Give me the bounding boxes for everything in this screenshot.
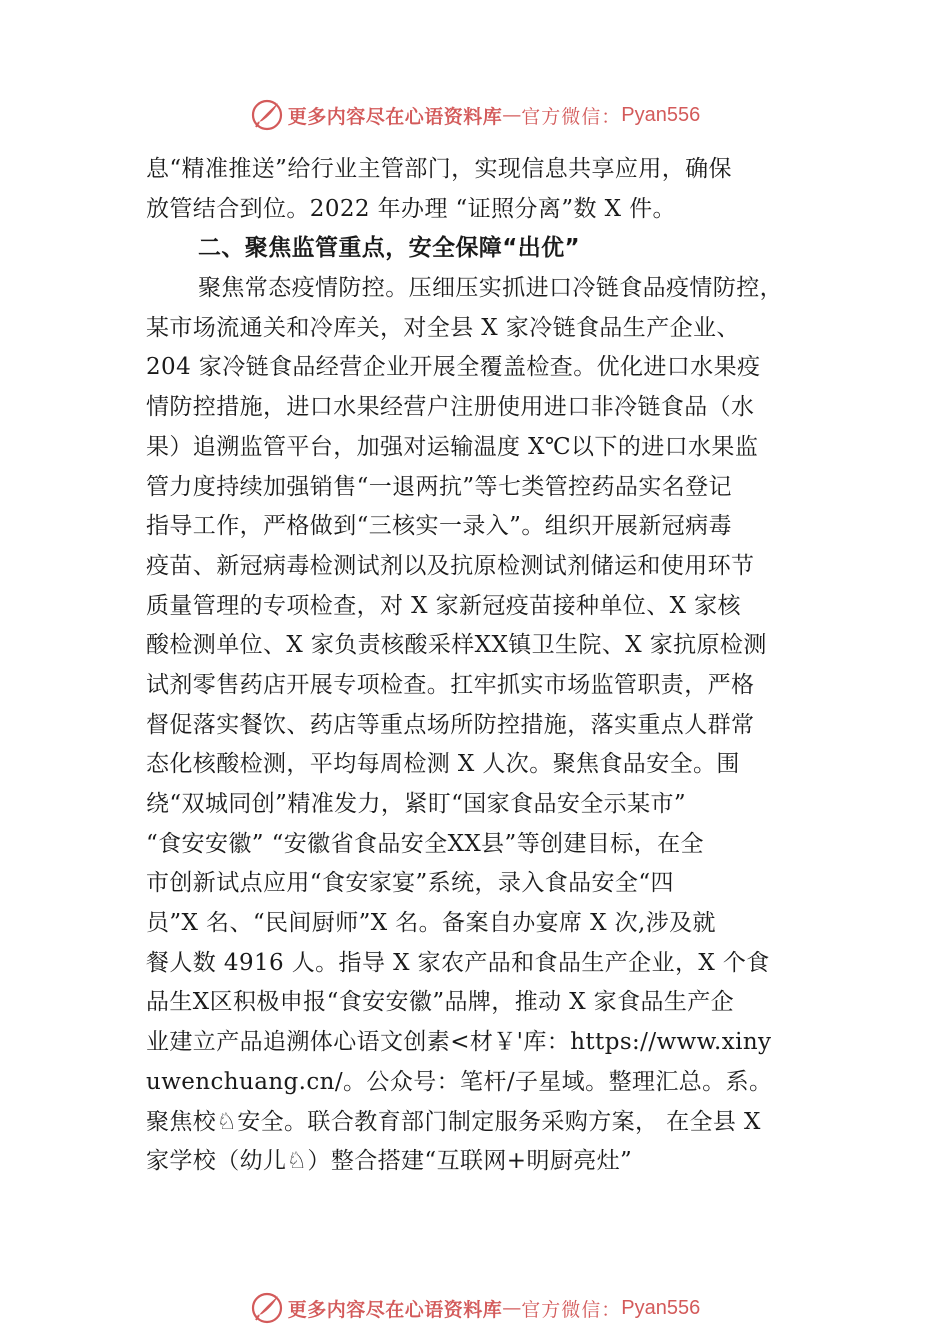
body-text-line: 放管结合到位。2022 年办理 “证照分离”数 X 件。 — [146, 195, 676, 222]
body-text-line: “食安安徽” “安徽省食品安全XX县”等创建目标，在全 — [146, 830, 704, 857]
body-text-line: 204 家冷链食品经营企业开展全覆盖检查。优化进口水果疫 — [146, 354, 761, 381]
banner-brand-text: 更多内容尽在心语资料库 — [287, 1298, 503, 1321]
banner-wechat-id: Pyan556 — [621, 1296, 701, 1319]
body-text-line: 质量管理的专项检查，对 X 家新冠疫苗接种单位、X 家核 — [146, 592, 741, 619]
body-text-line: 绕“双城同创”精准发力，紧盯“国家食品安全示某市” — [146, 791, 687, 817]
body-text-line: 疫苗、新冠病毒检测试剂以及抗原检测试剂储运和使用环节 — [146, 552, 755, 579]
body-text-line: 某市场流通关和冷库关，对全县 X 家冷链食品生产企业、 — [146, 314, 740, 341]
document-body — [146, 150, 818, 1182]
banner-wechat-id: Pyan556 — [621, 103, 701, 126]
body-text-line: 情防控措施，进口水果经营户注册使用进口非冷链食品（水 — [146, 394, 755, 421]
body-text-line: 督促落实餐饮、药店等重点场所防控措施，落实重点人群常 — [146, 711, 755, 738]
body-text-line: 员”X 名、“民间厨师”X 名。备案自办宴席 X 次,涉及就 — [146, 910, 716, 937]
body-text-line: 指导工作，严格做到“三核实一录入”。组织开展新冠病毒 — [146, 513, 732, 540]
body-text-line: 试剂零售药店开展专项检查。扛牢抓实市场监管职责，严格 — [146, 671, 755, 698]
banner-official-label: 官方微信： — [521, 1298, 622, 1321]
body-text-line: 品生X区积极申报“食安安徽”品牌，推动 X 家食品生产企 — [146, 989, 735, 1016]
body-text-line: 态化核酸检测，平均每周检测 X 人次。聚焦食品安全。围 — [146, 751, 740, 778]
banner-dash: — — [502, 1297, 522, 1319]
body-text-line: uwenchuang.cn/。公众号：笔杆/子星域。整理汇总。系。 — [146, 1068, 773, 1095]
quill-logo-icon — [250, 1291, 284, 1325]
body-text-line: 管力度持续加强销售“一退两抗”等七类管控药品实名登记 — [146, 473, 732, 500]
banner-official-label: 官方微信： — [521, 105, 622, 128]
quill-logo-icon — [250, 98, 284, 132]
header-watermark-banner — [0, 93, 950, 137]
body-text-line: 果）追溯监管平台，加强对运输温度 X℃以下的进口水果监 — [146, 433, 759, 460]
body-text-line: 息“精准推送”给行业主管部门，实现信息共享应用，确保 — [146, 156, 732, 182]
banner-brand-text: 更多内容尽在心语资料库 — [287, 105, 503, 128]
banner-dash: — — [502, 104, 522, 126]
body-text-line: 酸检测单位、X 家负责核酸采样XX镇卫生院、X 家抗原检测 — [146, 632, 767, 659]
body-text-line: 聚焦常态疫情防控。压细压实抓进口冷链食品疫情防控， — [198, 275, 783, 302]
body-text-line: 业建立产品追溯体心语文创素<材￥'库：https://www.xiny — [146, 1029, 772, 1056]
body-text-line: 市创新试点应用“食安家宴”系统，录入食品安全“四 — [146, 870, 674, 897]
footer-watermark-banner — [0, 1286, 950, 1330]
body-text-line: 餐人数 4916 人。指导 X 家农产品和食品生产企业，X 个食 — [146, 949, 770, 976]
section-heading: 二、聚焦监管重点，安全保障“出优” — [198, 235, 581, 262]
body-text-line: 聚焦校♘安全。联合教育部门制定服务采购方案， 在全县 X — [146, 1108, 761, 1135]
body-text-line: 家学校（幼儿♘）整合搭建“互联网+明厨亮灶” — [146, 1148, 633, 1175]
